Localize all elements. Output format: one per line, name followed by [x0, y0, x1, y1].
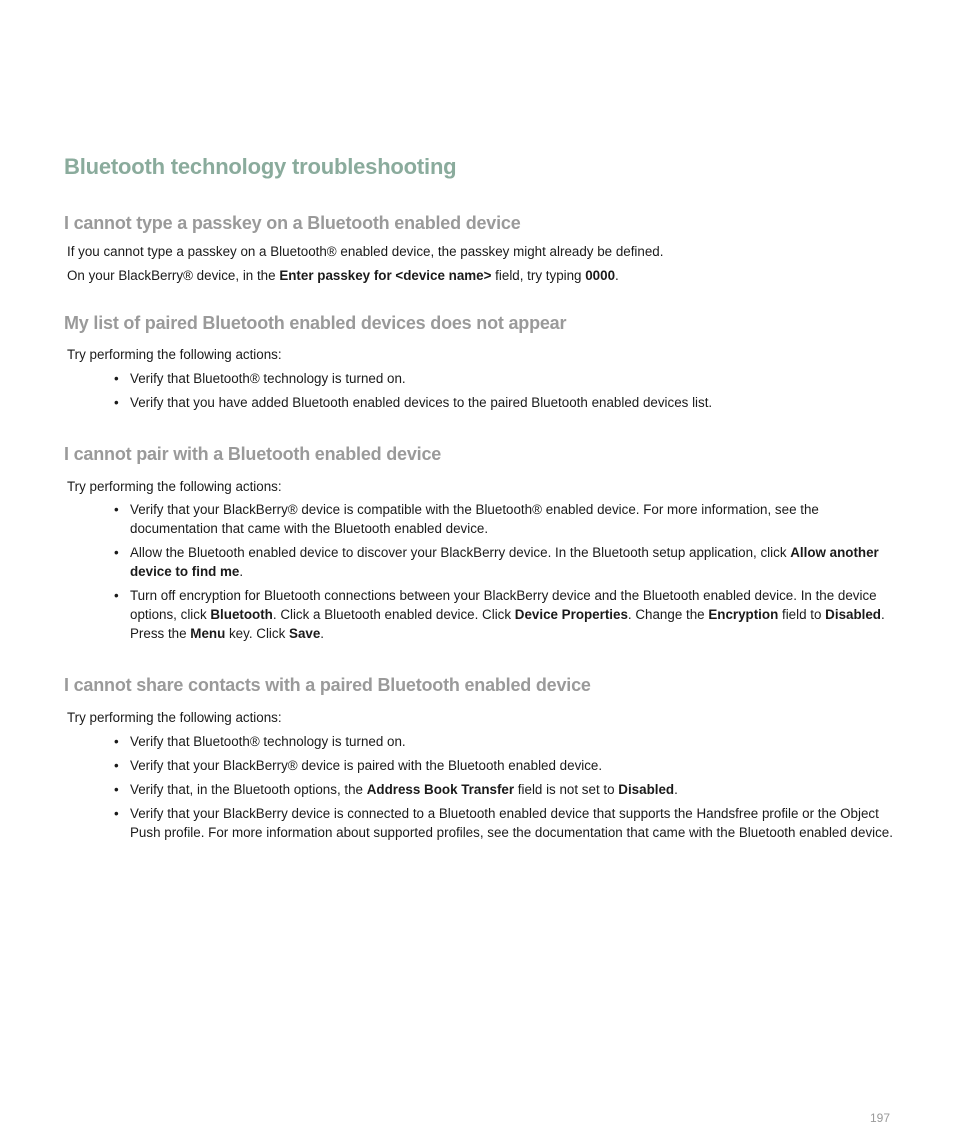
list-item: • Turn off encryption for Bluetooth connections between your BlackBerry device and the Bluetooth enabled device. In the device options, click Bluetooth. Click a Bluetooth enabled device. Click Device Properties. Change the Encryption field to Disabled. Press the Menu key. Click Save.	[114, 586, 894, 643]
list-item: • Verify that your BlackBerry device is connected to a Bluetooth enabled device that supports the Handsfree profile or the Object Push profile. For more information about supported profiles, see the documentation that came with the Bluetooth enabled device.	[114, 804, 894, 842]
section-heading-share-contacts: I cannot share contacts with a paired Bluetooth enabled device	[64, 675, 591, 695]
share-contacts-bullets	[114, 732, 894, 847]
page-title: Bluetooth technology troubleshooting	[64, 154, 457, 179]
share-contacts-intro: Try performing the following actions:	[67, 710, 282, 725]
list-item: • Verify that you have added Bluetooth enabled devices to the paired Bluetooth enabled devices list.	[114, 393, 894, 412]
section-heading-paired-list: My list of paired Bluetooth enabled devices does not appear	[64, 313, 567, 333]
list-item: • Verify that, in the Bluetooth options, the Address Book Transfer field is not set to Disabled.	[114, 780, 894, 799]
section-heading-passkey: I cannot type a passkey on a Bluetooth enabled device	[64, 213, 521, 233]
paired-list-bullets	[114, 369, 894, 417]
list-item: • Verify that Bluetooth® technology is turned on.	[114, 369, 894, 388]
passkey-value: 0000	[585, 268, 616, 283]
passkey-field-name: Enter passkey for <device name>	[279, 268, 492, 283]
list-item: • Verify that your BlackBerry® device is paired with the Bluetooth enabled device.	[114, 756, 894, 775]
list-item: • Verify that your BlackBerry® device is compatible with the Bluetooth® enabled device. For more information, see the documentation that came with the Bluetooth enabled device.	[114, 500, 894, 538]
pair-intro: Try performing the following actions:	[67, 479, 282, 494]
list-item: • Verify that Bluetooth® technology is turned on.	[114, 732, 894, 751]
passkey-paragraph-2: On your BlackBerry® device, in the Enter passkey for <device name> field, try typing 0000.	[67, 268, 619, 283]
section-heading-pair: I cannot pair with a Bluetooth enabled device	[64, 444, 442, 464]
paired-list-intro: Try performing the following actions:	[67, 347, 282, 362]
pair-bullets	[114, 500, 894, 648]
passkey-paragraph-1: If you cannot type a passkey on a Bluetooth® enabled device, the passkey might already be defined.	[67, 244, 664, 259]
page-number: 197	[869, 1111, 890, 1125]
list-item: • Allow the Bluetooth enabled device to discover your BlackBerry device. In the Bluetooth setup application, click Allow another device to find me.	[114, 543, 894, 581]
